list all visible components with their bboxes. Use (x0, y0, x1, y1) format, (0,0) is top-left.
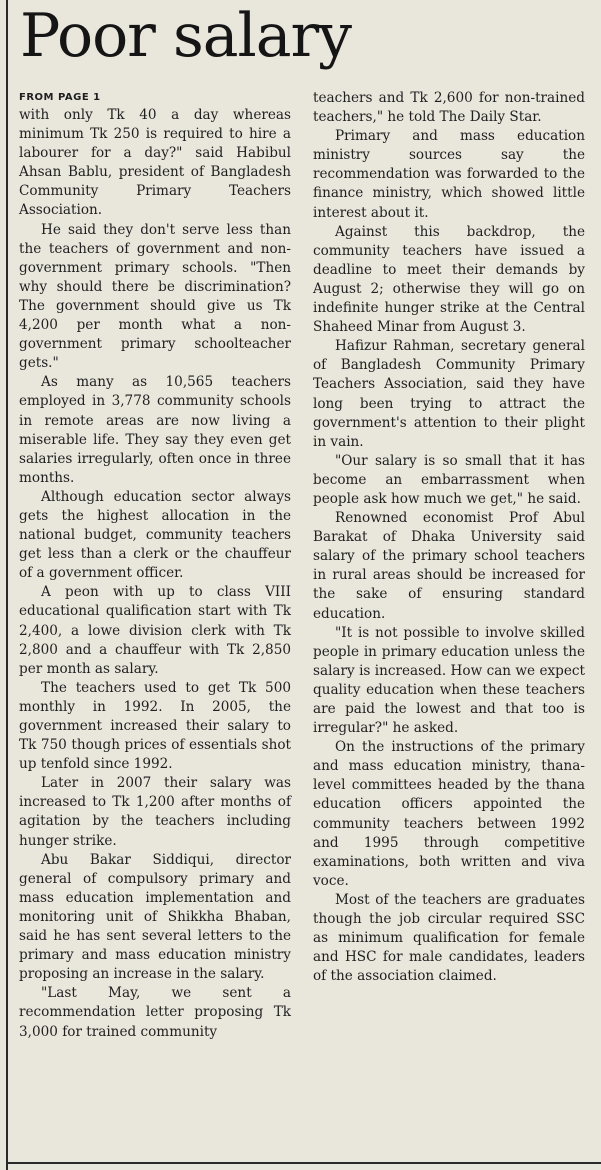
paragraph: with only Tk 40 a day whereas minimum Tk 250 is required to hire a labourer for a day?" said Habibul Ahsan Bablu, president of Bangladesh Community Primary Teachers Association. (19, 107, 291, 219)
paragraph: Abu Bakar Siddiqui, director general of compulsory primary and mass education implementation and monitoring unit of Shikkha Bhaban, said he has sent several letters to the primary and mass education ministry proposing an increase in the salary. (19, 851, 291, 983)
left-border-rule (6, 0, 8, 1170)
paragraph: Although education sector always gets the highest allocation in the national budget, community teachers get less than a clerk or the chauffeur of a government officer. (19, 488, 291, 582)
bottom-border-rule (6, 1162, 601, 1164)
paragraph: On the instructions of the primary and mass education ministry, thana-level committees headed by the thana education officers appointed the community teachers between 1992 and 1995 through competitive examinations, both written and viva voce. (313, 739, 585, 889)
paragraph: Later in 2007 their salary was increased to Tk 1,200 after months of agitation by the teachers including hunger strike. (19, 775, 291, 849)
paragraph: He said they don't serve less than the teachers of government and non-government primary schools. "Then why should there be discrimination? The government should give us Tk 4,200 per month what a non-government primary schoolteacher gets." (19, 221, 291, 372)
paragraph: Against this backdrop, the community teachers have issued a deadline to meet their demands by August 2; otherwise they will go on indefinite hunger strike at the Central Shaheed Minar from August 3. (313, 223, 585, 336)
paragraph: A peon with up to class VIII educational qualification start with Tk 2,400, a lowe division clerk with Tk 2,800 and a chauffeur with Tk 2,850 per month as salary. (19, 584, 291, 677)
headline: Poor salary (20, 1, 352, 71)
paragraph: Most of the teachers are graduates though the job circular required SSC as minimum qualification for female and HSC for male candidates, leaders of the association claimed. (313, 891, 585, 985)
paragraph: "It is not possible to involve skilled people in primary education unless the salary is increased. How can we expect quality education when these teachers are paid the lowest and that too is irregular?" he asked. (313, 624, 585, 737)
article-column-left (19, 89, 291, 1042)
paragraph: teachers and Tk 2,600 for non-trained teachers," he told The Daily Star. (313, 90, 585, 126)
paragraph: As many as 10,565 teachers employed in 3,778 community schools in remote areas are now living a miserable life. They say they even get salaries irregularly, often once in three months. (19, 374, 291, 486)
kicker-from-page: FROM PAGE 1 (19, 92, 101, 103)
paragraph: The teachers used to get Tk 500 monthly in 1992. In 2005, the government increased their salary to Tk 750 though prices of essentials shot up tenfold since 1992. (19, 679, 291, 773)
paragraph: Renowned economist Prof Abul Barakat of Dhaka University said salary of the primary school teachers in rural areas should be increased for the sake of ensuring standard education. (313, 510, 585, 622)
paragraph: Hafizur Rahman, secretary general of Bangladesh Community Primary Teachers Association, said they have long been trying to attract the government's attention to their plight in vain. (313, 338, 585, 450)
paragraph: "Last May, we sent a recommendation letter proposing Tk 3,000 for trained community (19, 985, 291, 1040)
paragraph: Primary and mass education ministry sources say the recommendation was forwarded to the finance ministry, which showed little interest about it. (313, 128, 585, 221)
paragraph: "Our salary is so small that it has become an embarrassment when people ask how much we get," he said. (313, 452, 585, 507)
article-column-right (313, 89, 585, 986)
